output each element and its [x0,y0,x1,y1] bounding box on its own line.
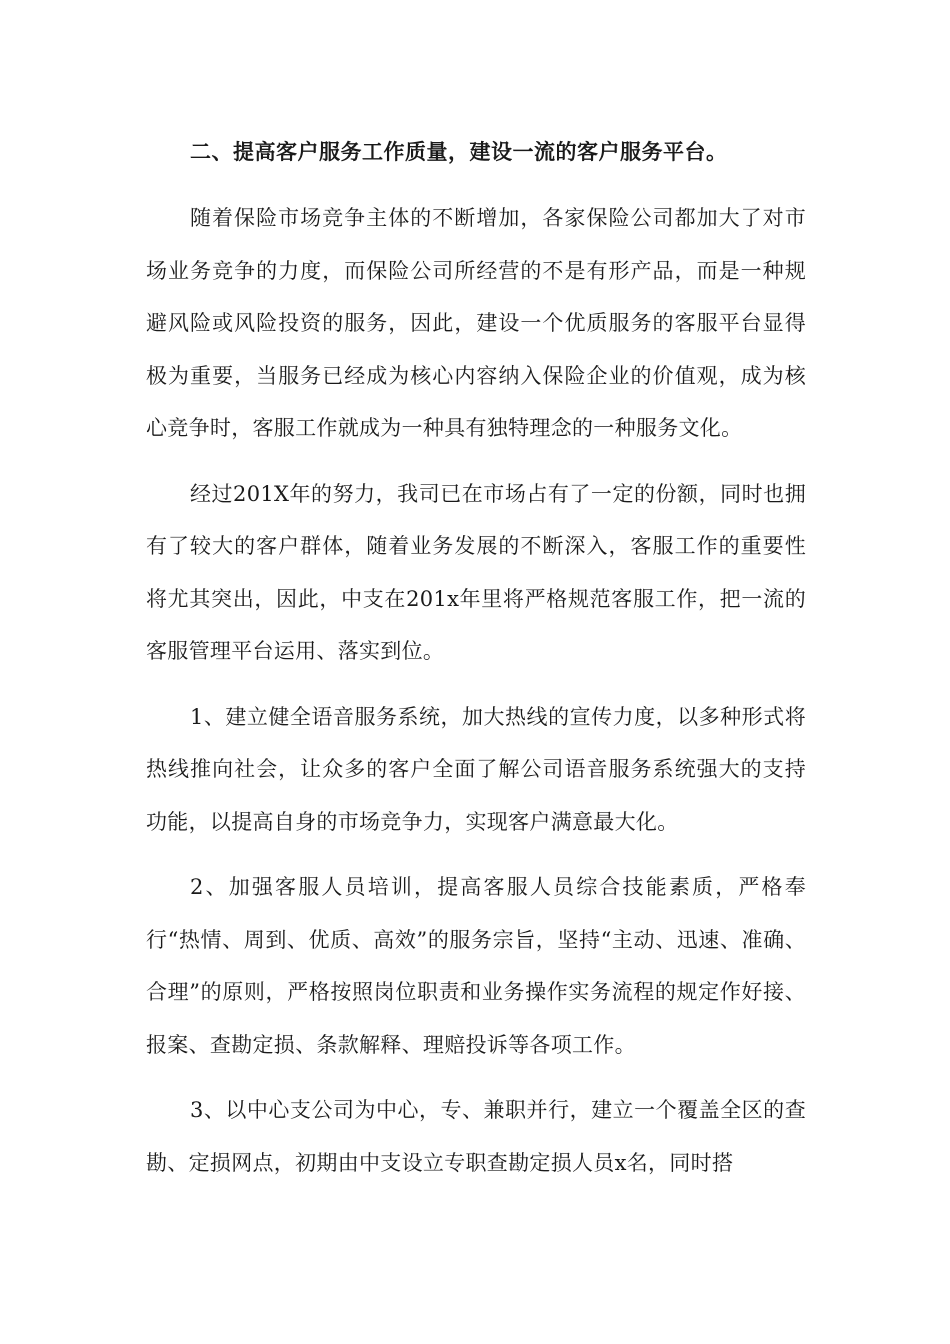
section-heading: 二、提高客户服务工作质量，建设一流的客户服务平台。 [190,139,728,164]
paragraph-item-1-voice-service: 1、建立健全语音服务系统，加大热线的宣传力度，以多种形式将热线推向社会，让众多的客户全面了解公司语音服务系统强大的支持功能，以提高自身的市场竞争力，实现客户满意最大化。 [146,704,806,834]
paragraph-annual-review: 经过201X年的努力，我司已在市场占有了一定的份额，同时也拥有了较大的客户群体，随着业务发展的不断深入，客服工作的重要性将尤其突出，因此，中支在201x年里将严格规范客服工作，把一流的客服管理平台运用、落实到位。 [146,481,806,663]
document-page [146,126,806,1202]
paragraph-market-competition: 随着保险市场竞争主体的不断增加，各家保险公司都加大了对市场业务竞争的力度，而保险公司所经营的不是有形产品，而是一种规避风险或风险投资的服务，因此，建设一个优质服务的客服平台显得极为重要，当服务已经成为核心内容纳入保险企业的价值观，成为核心竞争时，客服工作就成为一种具有独特理念的一种服务文化。 [146,206,806,440]
paragraph-item-2-staff-training: 2、加强客服人员培训，提高客服人员综合技能素质，严格奉行“热情、周到、优质、高效”的服务宗旨，坚持“主动、迅速、准确、合理”的原则，严格按照岗位职责和业务操作实务流程的规定作好接、报案、查勘定损、条款解释、理赔投诉等各项工作。 [146,875,806,1057]
paragraph-item-3-survey-network: 3、以中心支公司为中心，专、兼职并行，建立一个覆盖全区的查勘、定损网点，初期由中支设立专职查勘定损人员x名，同时搭 [146,1098,806,1175]
